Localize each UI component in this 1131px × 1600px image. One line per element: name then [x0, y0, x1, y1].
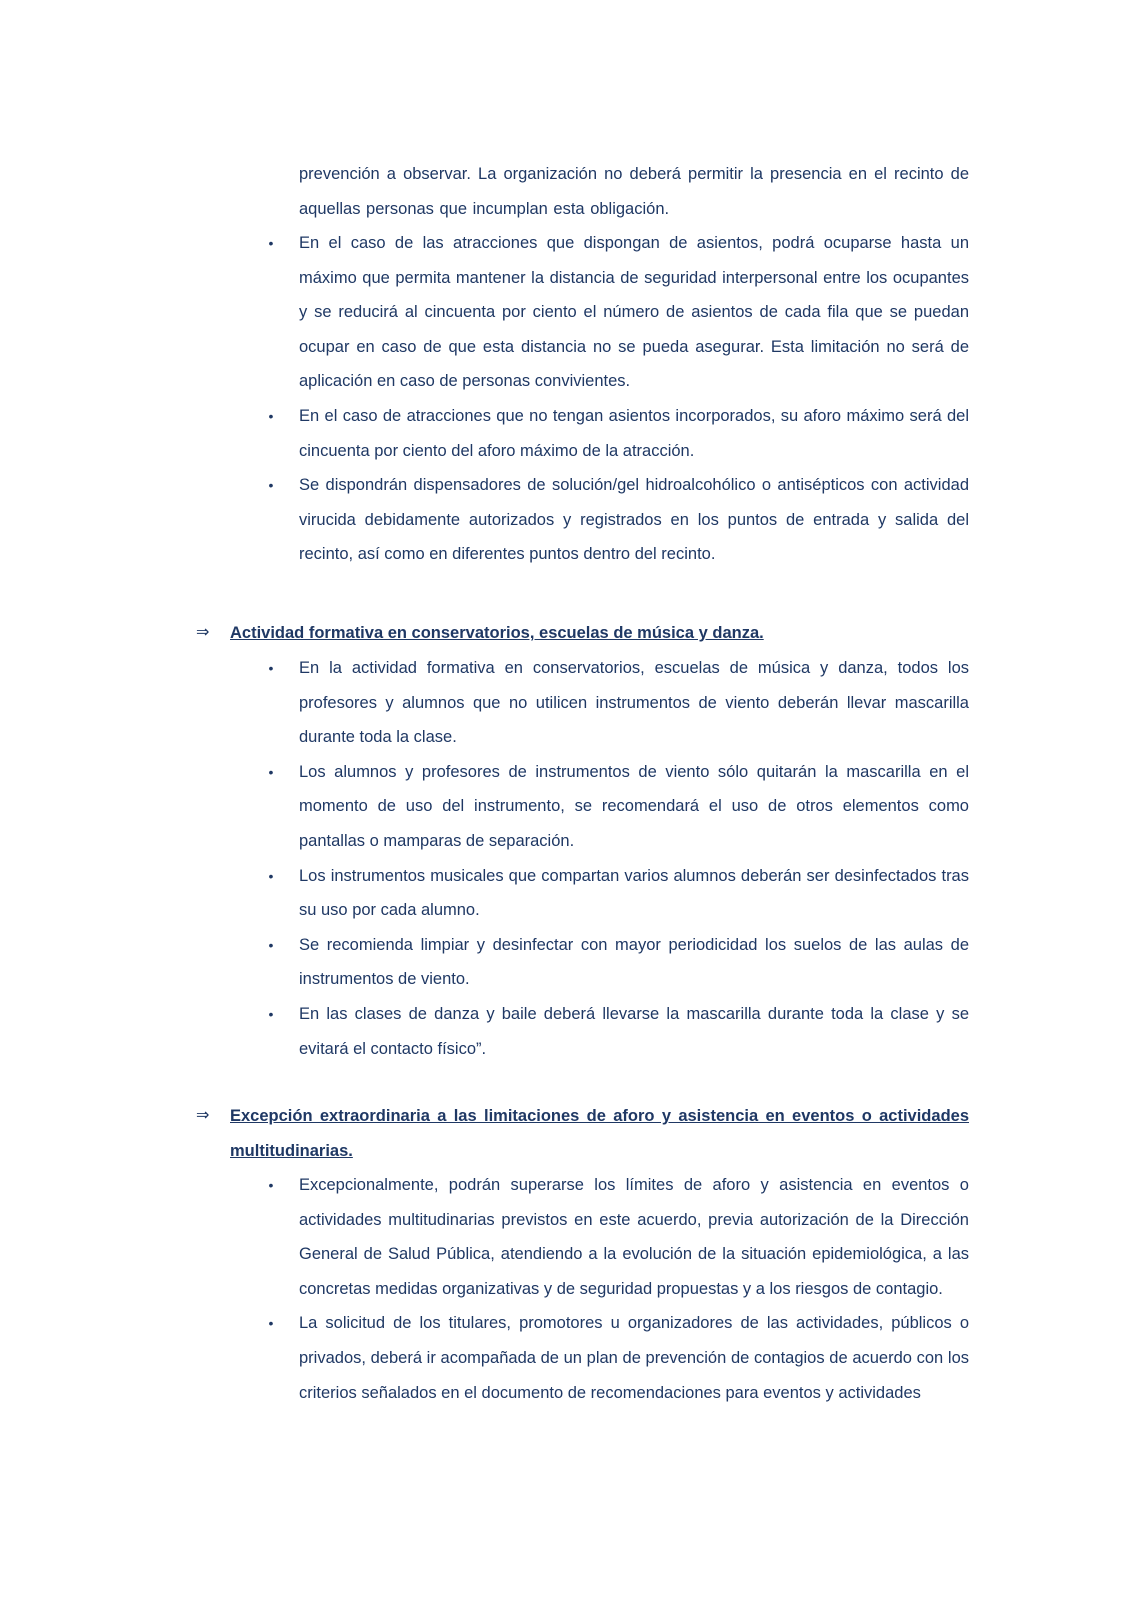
bullet-icon: •	[268, 660, 274, 676]
exception-bullet-list	[268, 1168, 969, 1410]
list-item-text: Excepcionalmente, podrán superarse los límites de aforo y asistencia en eventos o actividades multitudinarias previstos en este acuerdo, previa autorización de la Dirección General de Salud Pública, atendiendo a la evolución de la situación epidemiológica, a las concretas medidas organizativas y de seguridad propuestas y a los riesgos de contagio.	[299, 1176, 969, 1298]
list-item-text: La solicitud de los titulares, promotores u organizadores de las actividades, públicos o privados, deberá ir acompañada de un plan de prevención de contagios de acuerdo con los criterios señalados en el documento de recomendaciones para eventos y actividades	[299, 1314, 969, 1402]
list-item	[268, 1168, 969, 1306]
bullet-icon: •	[268, 867, 274, 884]
list-item-text: Se dispondrán dispensadores de solución/gel hidroalcohólico o antisépticos con actividad virucida debidamente autorizados y registrados en los puntos de entrada y salida del recinto, así como en diferentes puntos dentro del recinto.	[299, 476, 969, 564]
bullet-icon: •	[268, 936, 274, 953]
music-bullet-list	[268, 651, 969, 1066]
section-heading-music	[196, 616, 969, 652]
list-item-text: En el caso de atracciones que no tengan asientos incorporados, su aforo máximo será del cincuenta por ciento del aforo máximo de la atracción.	[299, 406, 969, 460]
list-item	[268, 928, 969, 997]
bullet-icon: •	[268, 1005, 274, 1022]
bullet-icon: •	[268, 235, 274, 251]
list-item-text: Los alumnos y profesores de instrumentos de viento sólo quitarán la mascarilla en el momento de uso del instrumento, se recomendará el uso de otros elementos como pantallas o mamparas de separación.	[299, 762, 969, 850]
list-item	[268, 859, 969, 928]
list-item-text: Los instrumentos musicales que compartan varios alumnos deberán ser desinfectados tras su uso por cada alumno.	[299, 866, 969, 920]
arrow-right-icon: ⇒	[196, 624, 210, 641]
section-heading-text: Excepción extraordinaria a las limitaciones de aforo y asistencia en eventos o actividades multitudinarias.	[230, 1107, 969, 1160]
list-item-text: Se recomienda limpiar y desinfectar con mayor periodicidad los suelos de las aulas de instrumentos de viento.	[299, 935, 969, 989]
list-item	[268, 997, 969, 1066]
arrow-right-icon: ⇒	[196, 1107, 210, 1124]
section-heading-text: Actividad formativa en conservatorios, escuelas de música y danza.	[230, 624, 764, 642]
bullet-icon: •	[268, 477, 274, 494]
list-item	[268, 755, 969, 859]
section-heading-exception	[196, 1099, 969, 1169]
list-item	[268, 651, 969, 755]
attractions-bullet-list	[268, 226, 969, 572]
continuation-paragraph: prevención a observar. La organización no deberá permitir la presencia en el recinto de aquellas personas que incumplan esta obligación.	[299, 165, 969, 218]
bullet-icon: •	[268, 1177, 274, 1193]
bullet-icon: •	[268, 1315, 274, 1332]
bullet-icon: •	[268, 407, 274, 424]
list-item	[268, 399, 969, 468]
list-item	[268, 226, 969, 399]
list-item-text: En el caso de las atracciones que dispongan de asientos, podrá ocuparse hasta un máximo que permita mantener la distancia de seguridad interpersonal entre los ocupantes y se reducirá al cincuenta por ciento el número de asientos de cada fila que se puedan ocupar en caso de que esta distancia no se pueda asegurar. Esta limitación no será de aplicación en caso de personas convivientes.	[299, 234, 969, 391]
list-item	[268, 1306, 969, 1410]
list-item-text: En las clases de danza y baile deberá llevarse la mascarilla durante toda la clase y se evitará el contacto físico”.	[299, 1004, 969, 1058]
list-item-text: En la actividad formativa en conservatorios, escuelas de música y danza, todos los profesores y alumnos que no utilicen instrumentos de viento deberán llevar mascarilla durante toda la clase.	[299, 659, 969, 747]
bullet-icon: •	[268, 763, 274, 780]
list-item	[268, 468, 969, 572]
